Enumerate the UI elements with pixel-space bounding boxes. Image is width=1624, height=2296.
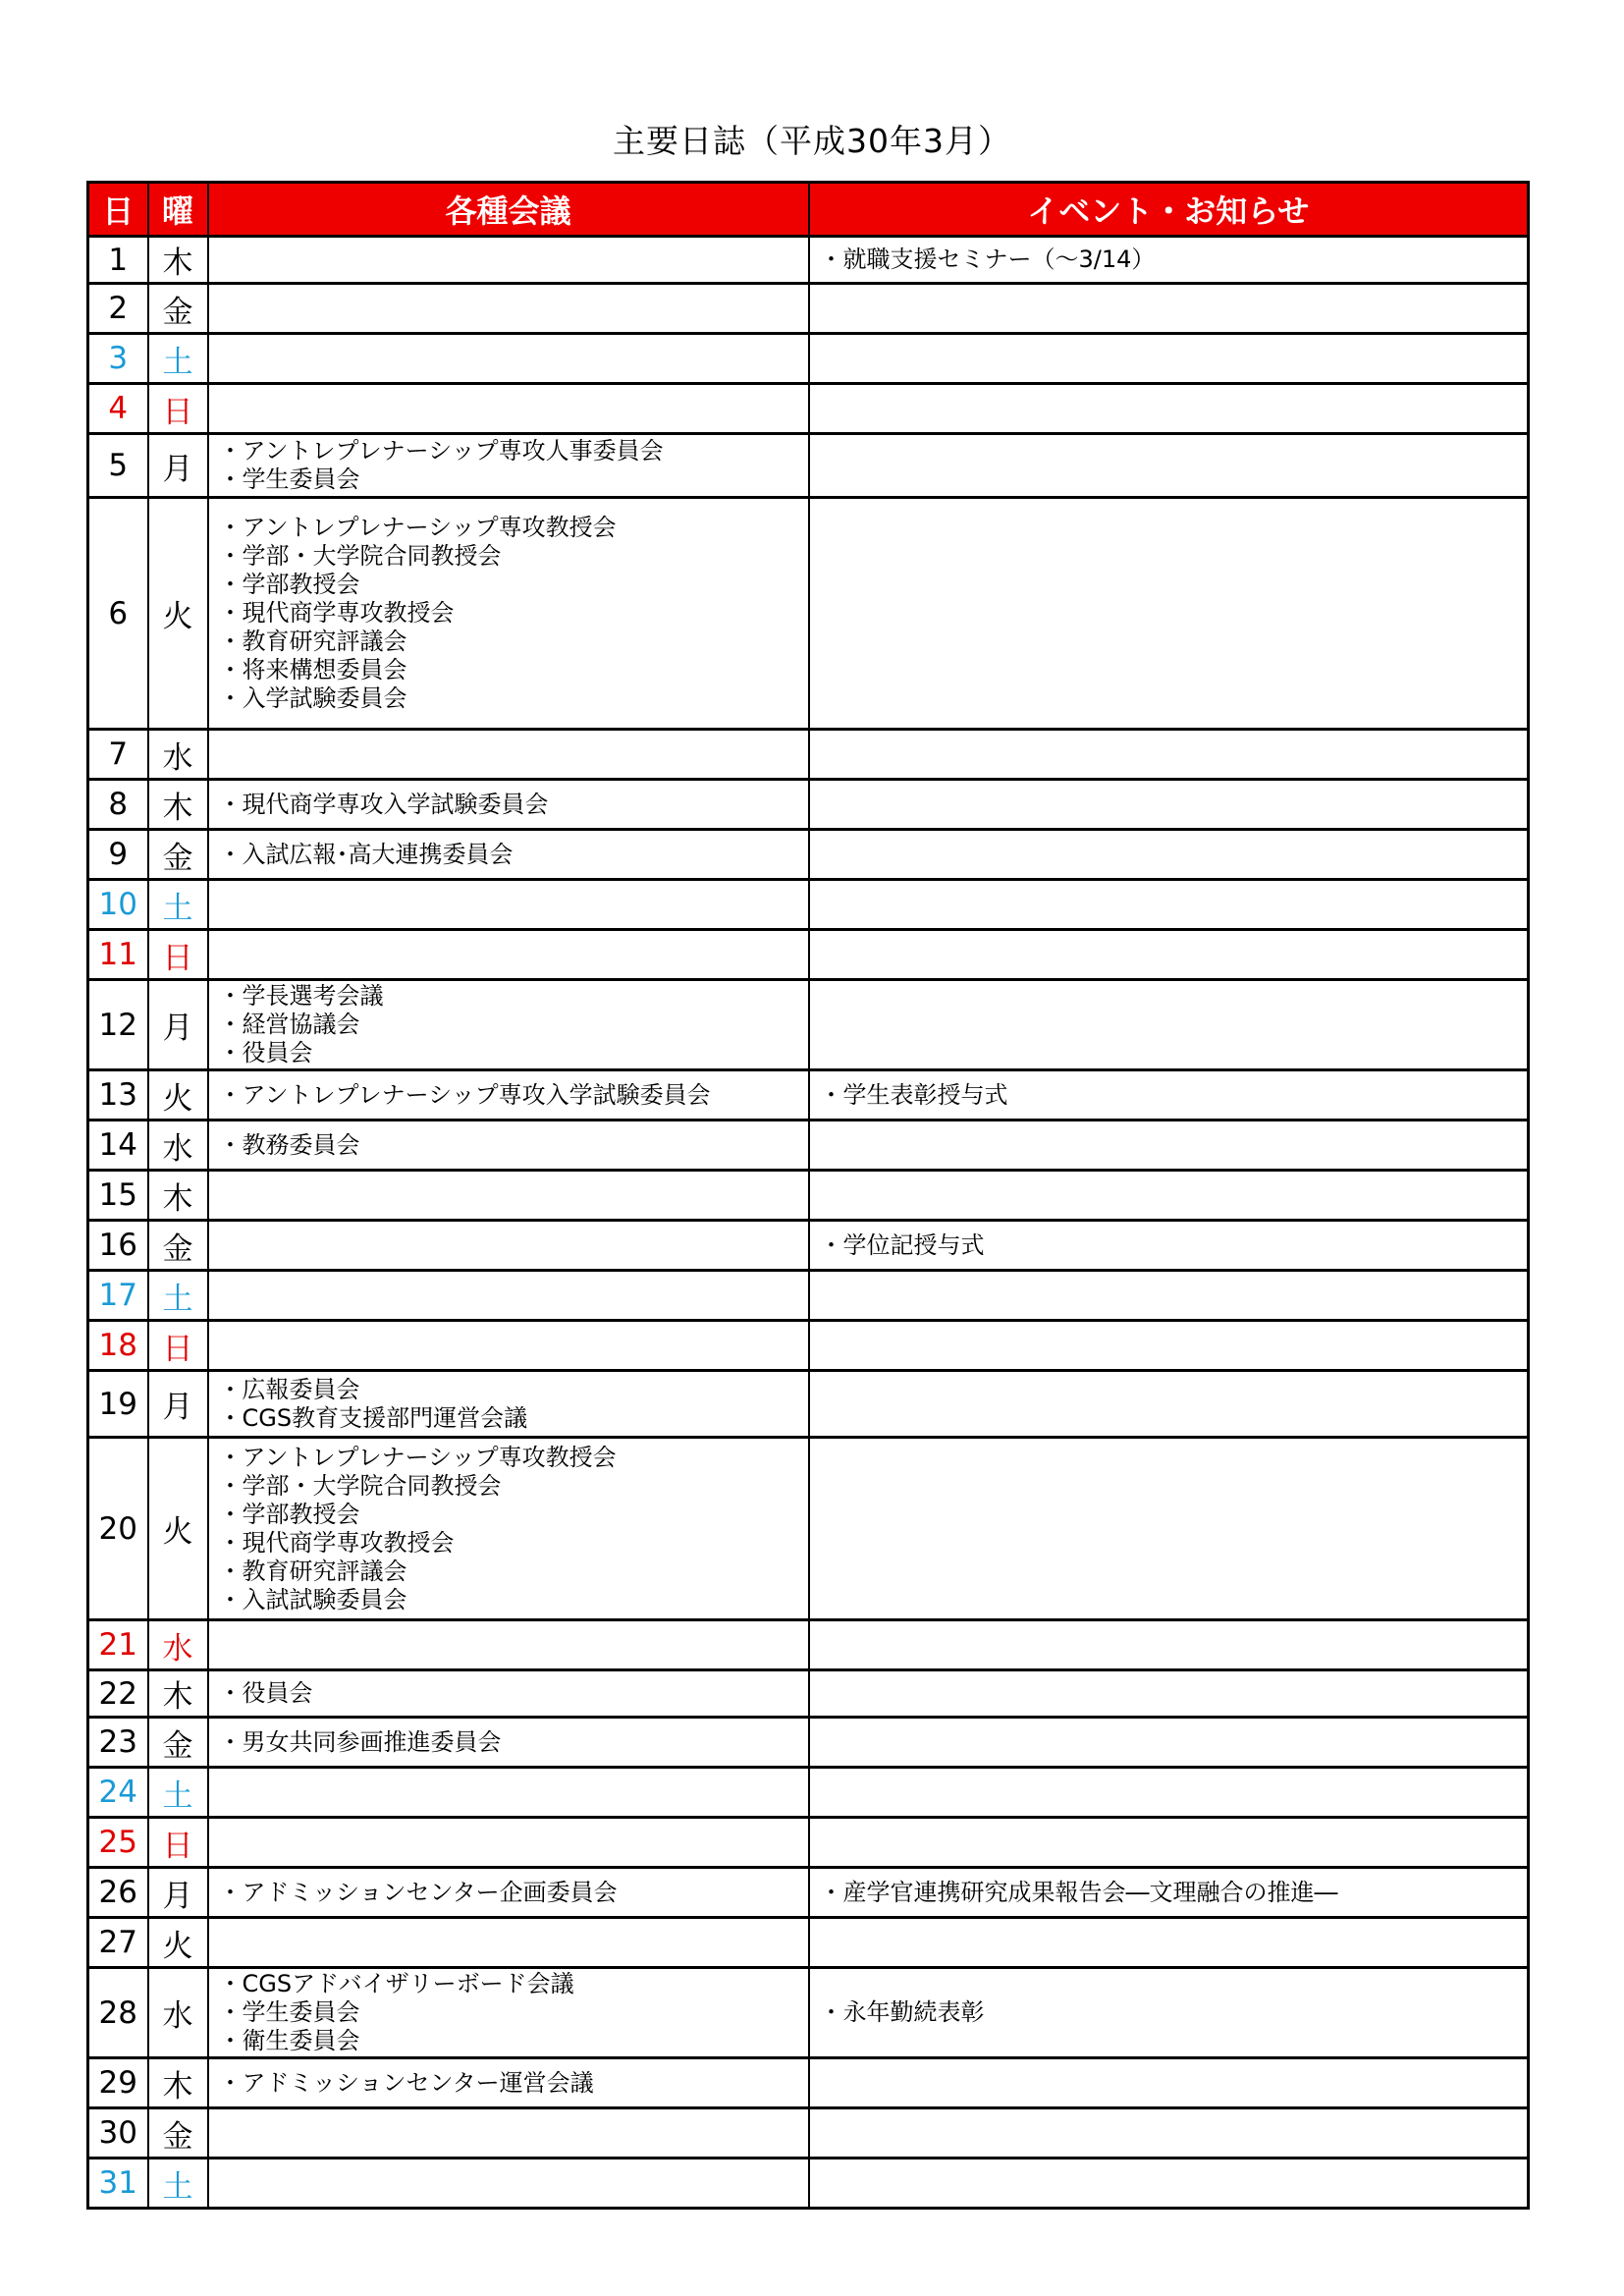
events-cell: [809, 1438, 1529, 1620]
table-row: [88, 1221, 1529, 1271]
table-row: [88, 930, 1529, 980]
events-cell: [809, 2108, 1529, 2159]
table-row: [88, 1121, 1529, 1171]
events-cell: [809, 334, 1529, 384]
events-cell: [809, 880, 1529, 930]
events-cell: [809, 2058, 1529, 2108]
table-row: [88, 237, 1529, 284]
day-cell: 9: [88, 830, 148, 880]
weekday-cell: 土: [148, 1271, 208, 1321]
meetings-cell: [208, 1718, 809, 1768]
day-cell: 17: [88, 1271, 148, 1321]
table-row: [88, 1438, 1529, 1620]
day-cell: 10: [88, 880, 148, 930]
meeting-item: ・CGS教育支援部門運営会議: [218, 1403, 528, 1432]
meeting-item: ・アントレプレナーシップ専攻教授会: [218, 514, 617, 541]
event-item: ・就職支援セミナー（～3/14）: [819, 246, 1156, 273]
table-row: [88, 1918, 1529, 1968]
table-row: [88, 1768, 1529, 1818]
meeting-item: ・学生委員会: [218, 465, 360, 493]
meetings-cell: [208, 1438, 809, 1620]
events-cell: [809, 930, 1529, 980]
weekday-cell: 土: [148, 880, 208, 930]
weekday-cell: 日: [148, 1321, 208, 1371]
meeting-item: ・入試試験委員会: [218, 1585, 407, 1613]
weekday-cell: 火: [148, 1070, 208, 1121]
events-cell: [809, 384, 1529, 434]
meeting-item: ・広報委員会: [218, 1375, 360, 1403]
day-cell: 3: [88, 334, 148, 384]
day-cell: 31: [88, 2159, 148, 2209]
day-cell: 26: [88, 1868, 148, 1918]
meeting-item: ・学長選考会議: [218, 982, 384, 1010]
events-cell: [809, 1070, 1529, 1121]
meetings-cell: [208, 780, 809, 830]
events-cell: [809, 1371, 1529, 1438]
event-item: ・永年勤続表彰: [819, 1998, 985, 2026]
day-cell: 22: [88, 1670, 148, 1718]
page-title: 主要日誌（平成30年3月）: [613, 122, 1011, 160]
weekday-cell: 金: [148, 830, 208, 880]
day-cell: 21: [88, 1620, 148, 1670]
meetings-cell: [208, 1918, 809, 1968]
event-item: ・学位記授与式: [819, 1230, 985, 1259]
day-cell: 4: [88, 384, 148, 434]
table-row: [88, 1070, 1529, 1121]
meeting-item: ・学部・大学院合同教授会: [218, 542, 502, 570]
weekday-cell: 月: [148, 1868, 208, 1918]
day-cell: 2: [88, 284, 148, 334]
meetings-cell: [208, 1768, 809, 1818]
meeting-item: ・学部教授会: [218, 571, 360, 598]
meetings-cell: [208, 930, 809, 980]
weekday-cell: 火: [148, 1438, 208, 1620]
meeting-item: ・教務委員会: [218, 1130, 360, 1159]
weekday-cell: 月: [148, 434, 208, 498]
meetings-cell: [208, 284, 809, 334]
table-row: [88, 334, 1529, 384]
weekday-cell: 月: [148, 980, 208, 1070]
table-row: [88, 2159, 1529, 2209]
weekday-cell: 月: [148, 1371, 208, 1438]
day-cell: 13: [88, 1070, 148, 1121]
events-cell: [809, 1670, 1529, 1718]
weekday-cell: 金: [148, 2108, 208, 2159]
table-row: [88, 1718, 1529, 1768]
weekday-cell: 金: [148, 284, 208, 334]
diary-table: [86, 181, 1530, 2210]
header-row: [88, 183, 1529, 237]
meetings-cell: [208, 980, 809, 1070]
meeting-item: ・教育研究評議会: [218, 628, 407, 655]
meeting-item: ・アドミッションセンター企画委員会: [218, 1878, 618, 1906]
events-cell: [809, 1221, 1529, 1271]
day-cell: 27: [88, 1918, 148, 1968]
meetings-cell: [208, 1171, 809, 1221]
table-row: [88, 434, 1529, 498]
meetings-cell: [208, 1620, 809, 1670]
weekday-cell: 日: [148, 930, 208, 980]
meetings-cell: [208, 1121, 809, 1171]
meeting-item: ・衛生委員会: [218, 2027, 360, 2054]
meetings-cell: [208, 1221, 809, 1271]
day-cell: 19: [88, 1371, 148, 1438]
weekday-cell: 日: [148, 384, 208, 434]
meetings-cell: [208, 2108, 809, 2159]
meeting-item: ・経営協議会: [218, 1011, 360, 1038]
table-row: [88, 1670, 1529, 1718]
meetings-cell: [208, 237, 809, 284]
table-row: [88, 1620, 1529, 1670]
events-cell: [809, 1321, 1529, 1371]
meetings-cell: [208, 730, 809, 780]
events-cell: [809, 1768, 1529, 1818]
meeting-item: ・学生委員会: [218, 1998, 360, 2026]
meetings-cell: [208, 384, 809, 434]
events-cell: [809, 1968, 1529, 2058]
meetings-cell: [208, 880, 809, 930]
weekday-cell: 火: [148, 1918, 208, 1968]
meeting-item: ・将来構想委員会: [218, 656, 407, 683]
day-cell: 25: [88, 1818, 148, 1868]
events-cell: [809, 2159, 1529, 2209]
weekday-cell: 土: [148, 334, 208, 384]
events-cell: [809, 1718, 1529, 1768]
meeting-item: ・学部・大学院合同教授会: [218, 1471, 502, 1500]
meetings-cell: [208, 1070, 809, 1121]
meetings-cell: [208, 1321, 809, 1371]
table-row: [88, 830, 1529, 880]
day-cell: 30: [88, 2108, 148, 2159]
events-cell: [809, 237, 1529, 284]
events-cell: [809, 498, 1529, 730]
meeting-item: ・役員会: [218, 1679, 313, 1707]
day-cell: 23: [88, 1718, 148, 1768]
header-weekday: 曜: [148, 183, 208, 237]
events-cell: [809, 434, 1529, 498]
weekday-cell: 水: [148, 1968, 208, 2058]
weekday-cell: 木: [148, 1670, 208, 1718]
meetings-cell: [208, 1670, 809, 1718]
meetings-cell: [208, 2058, 809, 2108]
meeting-item: ・役員会: [218, 1039, 313, 1066]
meeting-item: ・現代商学専攻教授会: [218, 599, 455, 627]
day-cell: 28: [88, 1968, 148, 2058]
table-row: [88, 780, 1529, 830]
day-cell: 5: [88, 434, 148, 498]
weekday-cell: 木: [148, 2058, 208, 2108]
weekday-cell: 木: [148, 237, 208, 284]
weekday-cell: 水: [148, 730, 208, 780]
table-row: [88, 1818, 1529, 1868]
event-item: ・学生表彰授与式: [819, 1080, 1008, 1109]
table-row: [88, 730, 1529, 780]
weekday-cell: 水: [148, 1620, 208, 1670]
weekday-cell: 水: [148, 1121, 208, 1171]
weekday-cell: 土: [148, 1768, 208, 1818]
meeting-item: ・CGSアドバイザリーボード会議: [218, 1970, 574, 1997]
day-cell: 24: [88, 1768, 148, 1818]
meeting-item: ・現代商学専攻教授会: [218, 1528, 455, 1557]
meeting-item: ・男女共同参画推進委員会: [218, 1727, 502, 1756]
events-cell: [809, 1271, 1529, 1321]
meeting-item: ・アドミッションセンター運営会議: [218, 2068, 594, 2097]
meetings-cell: [208, 830, 809, 880]
table-row: [88, 1968, 1529, 2058]
events-cell: [809, 284, 1529, 334]
day-cell: 16: [88, 1221, 148, 1271]
meeting-item: ・教育研究評議会: [218, 1557, 407, 1585]
meeting-item: ・アントレプレナーシップ専攻入学試験委員会: [218, 1080, 711, 1109]
meetings-cell: [208, 1271, 809, 1321]
events-cell: [809, 730, 1529, 780]
table-row: [88, 1271, 1529, 1321]
table-row: [88, 2108, 1529, 2159]
events-cell: [809, 1620, 1529, 1670]
weekday-cell: 日: [148, 1818, 208, 1868]
meetings-cell: [208, 2159, 809, 2209]
event-item: ・産学官連携研究成果報告会―文理融合の推進―: [819, 1878, 1338, 1906]
table-row: [88, 1171, 1529, 1221]
meetings-cell: [208, 1868, 809, 1918]
events-cell: [809, 780, 1529, 830]
events-cell: [809, 1818, 1529, 1868]
meetings-cell: [208, 434, 809, 498]
table-row: [88, 1371, 1529, 1438]
weekday-cell: 木: [148, 1171, 208, 1221]
meetings-cell: [208, 334, 809, 384]
meeting-item: ・アントレプレナーシップ専攻人事委員会: [218, 437, 664, 465]
meeting-item: ・入試広報･高大連携委員会: [218, 840, 514, 868]
table-row: [88, 2058, 1529, 2108]
day-cell: 14: [88, 1121, 148, 1171]
meeting-item: ・入学試験委員会: [218, 684, 407, 712]
events-cell: [809, 1868, 1529, 1918]
table-row: [88, 1868, 1529, 1918]
day-cell: 1: [88, 237, 148, 284]
weekday-cell: 金: [148, 1718, 208, 1768]
events-cell: [809, 830, 1529, 880]
weekday-cell: 木: [148, 780, 208, 830]
day-cell: 7: [88, 730, 148, 780]
day-cell: 11: [88, 930, 148, 980]
table-row: [88, 1321, 1529, 1371]
events-cell: [809, 1171, 1529, 1221]
weekday-cell: 土: [148, 2159, 208, 2209]
meeting-item: ・アントレプレナーシップ専攻教授会: [218, 1443, 617, 1471]
table-row: [88, 880, 1529, 930]
header-day: 日: [88, 183, 148, 237]
weekday-cell: 金: [148, 1221, 208, 1271]
meetings-cell: [208, 498, 809, 730]
table-row: [88, 284, 1529, 334]
header-meetings: 各種会議: [208, 183, 809, 237]
day-cell: 29: [88, 2058, 148, 2108]
table-row: [88, 384, 1529, 434]
meetings-cell: [208, 1968, 809, 2058]
day-cell: 6: [88, 498, 148, 730]
weekday-cell: 火: [148, 498, 208, 730]
day-cell: 12: [88, 980, 148, 1070]
table-row: [88, 498, 1529, 730]
events-cell: [809, 1918, 1529, 1968]
meeting-item: ・学部教授会: [218, 1500, 360, 1528]
table-row: [88, 980, 1529, 1070]
day-cell: 20: [88, 1438, 148, 1620]
events-cell: [809, 980, 1529, 1070]
meetings-cell: [208, 1371, 809, 1438]
day-cell: 15: [88, 1171, 148, 1221]
meetings-cell: [208, 1818, 809, 1868]
day-cell: 18: [88, 1321, 148, 1371]
header-events: イベント・お知らせ: [809, 183, 1529, 237]
meeting-item: ・現代商学専攻入学試験委員会: [218, 790, 549, 818]
day-cell: 8: [88, 780, 148, 830]
events-cell: [809, 1121, 1529, 1171]
